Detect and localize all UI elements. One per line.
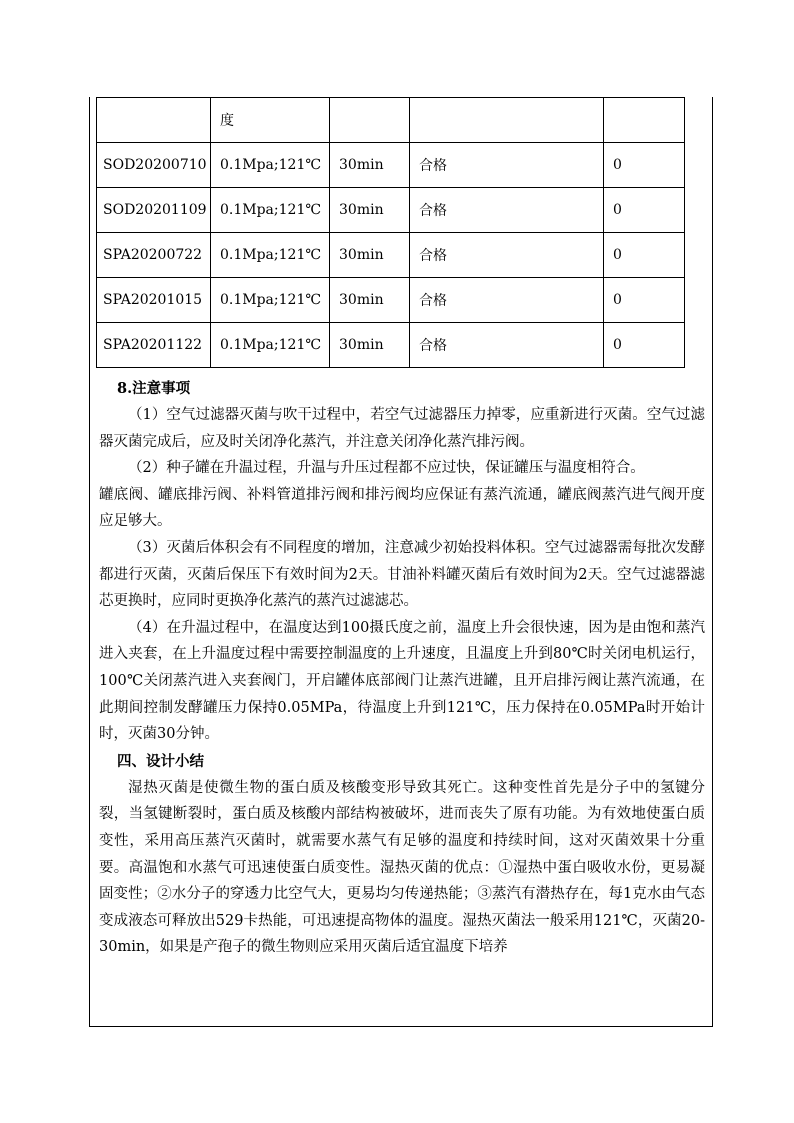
table-row	[97, 233, 685, 278]
table-row	[97, 323, 685, 368]
batch-number-cell: SPA20201015	[97, 278, 211, 323]
time-cell: 30min	[330, 233, 410, 278]
condition-cell: 0.1Mpa;121℃	[211, 188, 330, 233]
time-cell: 30min	[330, 188, 410, 233]
table-row	[97, 188, 685, 233]
count-cell: 0	[604, 143, 685, 188]
result-cell: 合格	[410, 143, 604, 188]
table-cell	[604, 98, 685, 143]
table-row	[97, 143, 685, 188]
table-row	[97, 278, 685, 323]
section-heading-precautions: 8.注意事项	[117, 380, 191, 397]
condition-cell: 0.1Mpa;121℃	[211, 278, 330, 323]
time-cell: 30min	[330, 323, 410, 368]
result-cell: 合格	[410, 188, 604, 233]
count-cell: 0	[604, 233, 685, 278]
table-row	[97, 98, 685, 143]
batch-number-cell: SPA20200722	[97, 233, 211, 278]
document-body	[99, 375, 705, 961]
paragraph: （2）种子罐在升温过程，升温与升压过程都不应过快，保证罐压与温度相符合。	[128, 460, 645, 477]
count-cell: 0	[604, 278, 685, 323]
condition-cell: 0.1Mpa;121℃	[211, 143, 330, 188]
result-cell: 合格	[410, 323, 604, 368]
time-cell: 30min	[330, 143, 410, 188]
batch-number-cell: SOD20201109	[97, 188, 211, 233]
count-cell: 0	[604, 188, 685, 233]
result-cell: 合格	[410, 233, 604, 278]
table-cell	[410, 98, 604, 143]
condition-cell: 0.1Mpa;121℃	[211, 323, 330, 368]
paragraph: （1）空气过滤器灭菌与吹干过程中，若空气过滤器压力掉零，应重新进行灭菌。空气过滤器灭菌完成后，应及时关闭净化蒸汽，并注意关闭净化蒸汽排污阀。	[99, 407, 705, 450]
time-cell: 30min	[330, 278, 410, 323]
section-heading-design-summary: 四、设计小结	[117, 752, 204, 770]
batch-number-cell: SPA20201122	[97, 323, 211, 368]
table-cell	[330, 98, 410, 143]
paragraph: 罐底阀、罐底排污阀、补料管道排污阀和排污阀均应保证有蒸汽流通，罐底阀蒸汽进气阀开度应足够大。	[99, 486, 705, 530]
paragraph: 湿热灭菌是使微生物的蛋白质及核酸变形导致其死亡。这种变性首先是分子中的氢键分裂，当氢键断裂时，蛋白质及核酸内部结构被破坏，进而丧失了原有功能。为有效地使蛋白质变性，采用高压蒸汽灭菌时，就需要水蒸气有足够的温度和持续时间，这对灭菌效果十分重要。高温饱和水蒸气可迅速使蛋白质变性。湿热灭菌的优点：①湿热中蛋白吸收水份，更易凝固变性；②水分子的穿透力比空气大，更易均匀传递热能；③蒸汽有潜热存在，每1克水由气态变成液态可释放出529卡热能，可迅速提高物体的温度。湿热灭菌法一般采用121℃，灭菌20-30min，如果是产孢子的微生物则应采用灭菌后适宜温度下培养	[99, 779, 705, 956]
table-cell	[97, 98, 211, 143]
paragraph: （3）灭菌后体积会有不同程度的增加，注意减少初始投料体积。空气过滤器需每批次发酵都进行灭菌，灭菌后保压下有效时间为2天。甘油补料罐灭菌后有效时间为2天。空气过滤器滤芯更换时，应同时更换净化蒸汽的蒸汽过滤滤芯。	[99, 539, 705, 610]
batch-number-cell: SOD20200710	[97, 143, 211, 188]
result-cell: 合格	[410, 278, 604, 323]
table-cell: 度	[211, 98, 330, 143]
condition-cell: 0.1Mpa;121℃	[211, 233, 330, 278]
count-cell: 0	[604, 323, 685, 368]
paragraph: （4）在升温过程中，在温度达到100摄氏度之前，温度上升会很快速，因为是由饱和蒸汽进入夹套，在上升温度过程中需要控制温度的上升速度，且温度上升到80℃时关闭电机运行，100℃关闭蒸汽进入夹套阀门，开启罐体底部阀门让蒸汽进罐，且开启排污阀让蒸汽流通，在此期间控制发酵罐压力保持0.05MPa，待温度上升到121℃，压力保持在0.05MPa时开始计时，灭菌30分钟。	[99, 619, 705, 743]
sterilization-result-table	[96, 97, 685, 368]
